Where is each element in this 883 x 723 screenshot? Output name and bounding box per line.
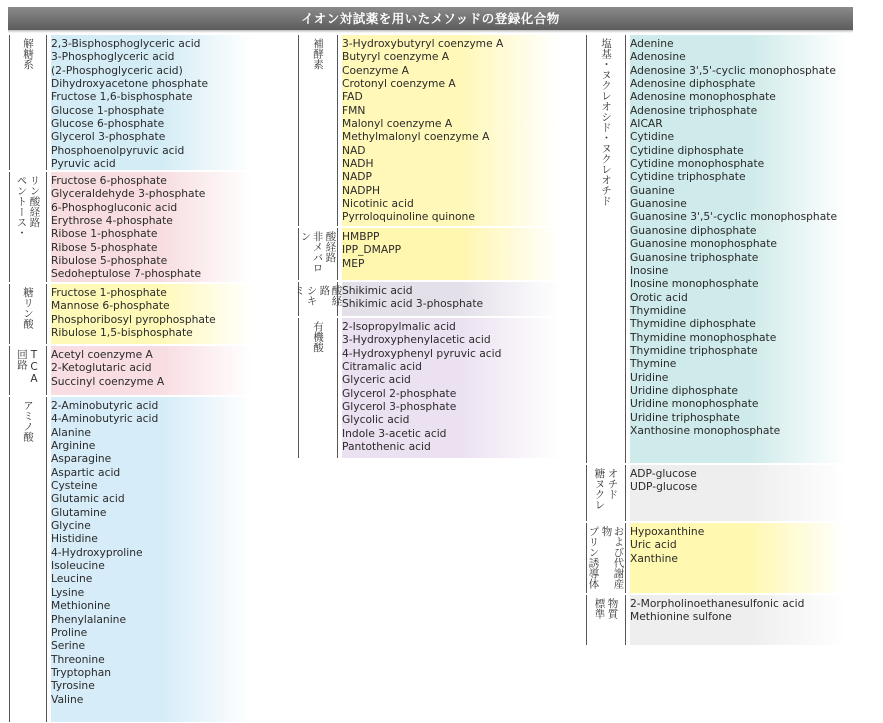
compound-item: 4-Hydroxyphenyl pyruvic acid <box>342 346 502 360</box>
category-label-text: 酸経路 シキミ <box>293 285 343 306</box>
compound-item: Glyceraldehyde 3-phosphate <box>51 187 206 201</box>
compound-group <box>9 35 252 170</box>
compound-group <box>9 284 252 344</box>
compound-group <box>586 523 846 593</box>
compound-item: Fructose 1,6-bisphosphate <box>51 90 193 104</box>
compound-group <box>298 35 560 226</box>
category-label <box>586 465 626 521</box>
compound-item: Ribulose 5-phosphate <box>51 254 168 268</box>
compound-item: 4-Hydroxyproline <box>51 545 143 559</box>
compound-list <box>51 35 252 170</box>
compound-list <box>630 465 846 521</box>
compound-item: Ribose 5-phosphate <box>51 240 158 254</box>
compound-item: Cytidine triphosphate <box>630 170 746 184</box>
compound-item: AICAR <box>630 117 663 131</box>
category-label <box>293 282 343 316</box>
compound-list <box>342 318 560 458</box>
compound-list <box>51 397 252 722</box>
compound-item: FMN <box>342 103 366 117</box>
compound-item: Adenosine monophosphate <box>630 90 776 104</box>
compound-group <box>586 35 846 463</box>
compound-item: Guanosine triphosphate <box>630 250 759 264</box>
compound-item: HMBPP <box>342 230 380 243</box>
compound-item: 3-Hydroxybutyryl coenzyme A <box>342 37 504 50</box>
compound-item: Glutamine <box>51 505 107 519</box>
compound-item: Uridine triphosphate <box>630 410 740 424</box>
category-label <box>298 318 338 458</box>
compound-item: FAD <box>342 90 363 104</box>
compound-item: Adenine <box>630 37 674 50</box>
compound-item: Glycerol 3-phosphate <box>51 130 166 144</box>
category-label <box>9 35 47 170</box>
category-label-text: 物質 標準 <box>593 598 619 619</box>
category-label-text: アミノ酸 <box>22 400 34 442</box>
compound-item: Erythrose 4-phosphate <box>51 214 173 228</box>
compound-item: Pyruvic acid <box>51 157 116 171</box>
category-label <box>586 595 626 645</box>
compound-group <box>298 228 560 280</box>
compound-item: Cytidine monophosphate <box>630 157 765 171</box>
compound-group <box>298 318 560 458</box>
compound-item: Thymidine <box>630 303 687 317</box>
compound-item: Uridine monophosphate <box>630 397 759 411</box>
compound-item: Serine <box>51 639 86 653</box>
compound-item: Proline <box>51 625 88 639</box>
compound-item: Asparagine <box>51 452 112 466</box>
compound-item: Cytidine <box>630 130 675 144</box>
compound-item: Fructose 6-phosphate <box>51 174 167 187</box>
compound-item: Methylmalonyl coenzyme A <box>342 130 490 144</box>
compound-item: Crotonyl coenzyme A <box>342 77 456 91</box>
category-label <box>298 35 338 226</box>
compound-item: Valine <box>51 692 84 706</box>
compound-item: Malonyl coenzyme A <box>342 117 453 131</box>
compound-group <box>293 282 560 316</box>
compound-item: UDP-glucose <box>630 480 698 494</box>
compound-item: Adenosine diphosphate <box>630 77 756 91</box>
compound-item: Orotic acid <box>630 290 688 304</box>
compound-group <box>9 172 252 282</box>
compound-item: Mannose 6-phosphate <box>51 299 170 313</box>
compound-item: Methionine sulfone <box>630 610 732 624</box>
compound-item: ADP-glucose <box>630 467 697 480</box>
compound-item: Glycerol 2-phosphate <box>342 386 457 400</box>
compound-item: Shikimic acid <box>342 284 413 297</box>
compound-item: Nicotinic acid <box>342 197 414 211</box>
compound-item: Xanthine <box>630 551 678 565</box>
compound-item: Inosine <box>630 263 669 277</box>
compound-item: Threonine <box>51 652 105 666</box>
compound-list <box>342 228 560 280</box>
compound-item: Indole 3-acetic acid <box>342 426 447 440</box>
compound-item: Pantothenic acid <box>342 440 431 454</box>
compound-item: Fructose 1-phosphate <box>51 286 167 299</box>
category-label-text: 補酵素 <box>312 38 324 70</box>
compound-item: Butyryl coenzyme A <box>342 50 450 64</box>
compound-item: Tyrosine <box>51 679 95 693</box>
compound-item: Succinyl coenzyme A <box>51 374 165 388</box>
compound-list <box>630 595 846 645</box>
compound-group <box>9 346 252 395</box>
category-label-text: リン酸経路 ペントース・ <box>15 175 41 238</box>
compound-item: Glycolic acid <box>342 413 410 427</box>
category-label-text: 糖リン酸 <box>22 287 34 329</box>
compound-item: Uridine diphosphate <box>630 383 738 397</box>
compound-item: Thymidine diphosphate <box>630 317 756 331</box>
compound-item: Glycine <box>51 519 91 533</box>
compound-item: Glyceric acid <box>342 373 411 387</box>
compound-item: Acetyl coenzyme A <box>51 348 153 361</box>
compound-item: Aspartic acid <box>51 465 121 479</box>
compound-item: Isoleucine <box>51 559 105 573</box>
compound-item: Guanosine diphosphate <box>630 223 757 237</box>
compound-item: IPP_DMAPP <box>342 243 402 257</box>
category-label <box>586 523 626 593</box>
compound-item: Hypoxanthine <box>630 525 705 538</box>
compound-item: Thymidine monophosphate <box>630 330 777 344</box>
compound-item: 4-Aminobutyric acid <box>51 412 159 426</box>
title-shadow <box>8 30 853 33</box>
compound-item: 2-Morpholinoethanesulfonic acid <box>630 597 805 610</box>
category-label <box>9 172 47 282</box>
compound-item: Glucose 1-phosphate <box>51 103 165 117</box>
compound-item: Adenosine <box>630 50 686 64</box>
category-label-text: オチド 糖ヌクレ <box>593 468 619 510</box>
compound-item: Ribose 1-phosphate <box>51 227 158 241</box>
compound-item: Guanosine monophosphate <box>630 237 778 251</box>
compound-item: Phosphoribosyl pyrophosphate <box>51 312 216 326</box>
category-label <box>9 397 47 722</box>
compound-list <box>630 35 846 463</box>
compound-item: NAD <box>342 143 366 157</box>
compound-item: Guanine <box>630 183 675 197</box>
compound-item: Guanosine <box>630 197 687 211</box>
compound-item: Dihydroxyacetone phosphate <box>51 77 209 91</box>
compound-item: 2-Aminobutyric acid <box>51 399 159 412</box>
compound-item: Glutamic acid <box>51 492 125 506</box>
compound-item: Tryptophan <box>51 665 112 679</box>
compound-item: Methionine <box>51 599 111 613</box>
compound-item: NADPH <box>342 183 381 197</box>
compound-item: Cysteine <box>51 479 98 493</box>
compound-item: Shikimic acid 3-phosphate <box>342 297 484 311</box>
compound-item: Uridine <box>630 370 669 384</box>
compound-item: Adenosine triphosphate <box>630 103 758 117</box>
compound-item: Adenosine 3',5'-cyclic monophosphate <box>630 63 836 77</box>
category-label-text: 塩基・ヌクレオシド・ヌクレオチド <box>600 38 612 206</box>
category-label-text: 解糖系 <box>22 38 34 70</box>
compound-item: Ribulose 1,5-bisphosphate <box>51 326 193 340</box>
compound-item: 2-Isopropylmalic acid <box>342 320 456 333</box>
compound-item: Guanosine 3',5'-cyclic monophosphate <box>630 210 838 224</box>
compound-item: (2-Phosphoglyceric acid) <box>51 63 183 77</box>
page-title: イオン対試薬を用いたメソッドの登録化合物 <box>8 7 853 30</box>
compound-list <box>51 346 252 395</box>
compound-list <box>342 35 560 226</box>
compound-item: Cytidine diphosphate <box>630 143 744 157</box>
compound-item: Leucine <box>51 572 93 586</box>
category-label <box>9 346 47 395</box>
compound-item: 6-Phosphogluconic acid <box>51 200 178 214</box>
compound-item: NADH <box>342 157 374 171</box>
compound-item: Phenylalanine <box>51 612 127 626</box>
category-label-text: 酸経路 非メバロン <box>299 231 337 273</box>
category-label <box>9 284 47 344</box>
compound-item: Arginine <box>51 439 96 453</box>
compound-item: Lysine <box>51 585 85 599</box>
compound-item: Inosine monophosphate <box>630 277 759 291</box>
compound-item: Thymine <box>630 357 677 371</box>
compound-list <box>51 172 252 282</box>
compound-item: Glucose 6-phosphate <box>51 117 165 131</box>
compound-item: Thymidine triphosphate <box>630 343 758 357</box>
compound-item: Alanine <box>51 425 91 439</box>
compound-list <box>630 523 846 593</box>
compound-item: Sedoheptulose 7-phosphate <box>51 267 202 281</box>
category-label-text: および代謝産物 プリン誘導体 <box>587 526 625 589</box>
compound-group <box>586 465 846 521</box>
compound-item: MEP <box>342 256 365 270</box>
compound-item: Xanthosine monophosphate <box>630 423 781 437</box>
compound-item: Uric acid <box>630 538 677 552</box>
compound-group <box>9 397 252 722</box>
compound-item: Histidine <box>51 532 98 546</box>
compound-item: Pyrroloquinoline quinone <box>342 210 475 224</box>
compound-item: 2,3-Bisphosphoglyceric acid <box>51 37 201 50</box>
category-label-text: 有機酸 <box>312 321 324 353</box>
category-label-text: TCA回路 <box>16 349 40 385</box>
category-label <box>298 228 338 280</box>
compound-group <box>586 595 846 645</box>
compound-item: 3-Phosphoglyceric acid <box>51 50 175 64</box>
compound-item: 2-Ketoglutaric acid <box>51 361 152 375</box>
compound-item: Coenzyme A <box>342 63 409 77</box>
compound-list <box>51 284 252 344</box>
compound-item: 3-Hydroxyphenylacetic acid <box>342 333 491 347</box>
category-label <box>586 35 626 463</box>
compound-item: Glycerol 3-phosphate <box>342 400 457 414</box>
compound-item: Citramalic acid <box>342 360 422 374</box>
compound-list <box>342 282 560 316</box>
compound-item: Phosphoenolpyruvic acid <box>51 143 185 157</box>
compound-item: NADP <box>342 170 372 184</box>
